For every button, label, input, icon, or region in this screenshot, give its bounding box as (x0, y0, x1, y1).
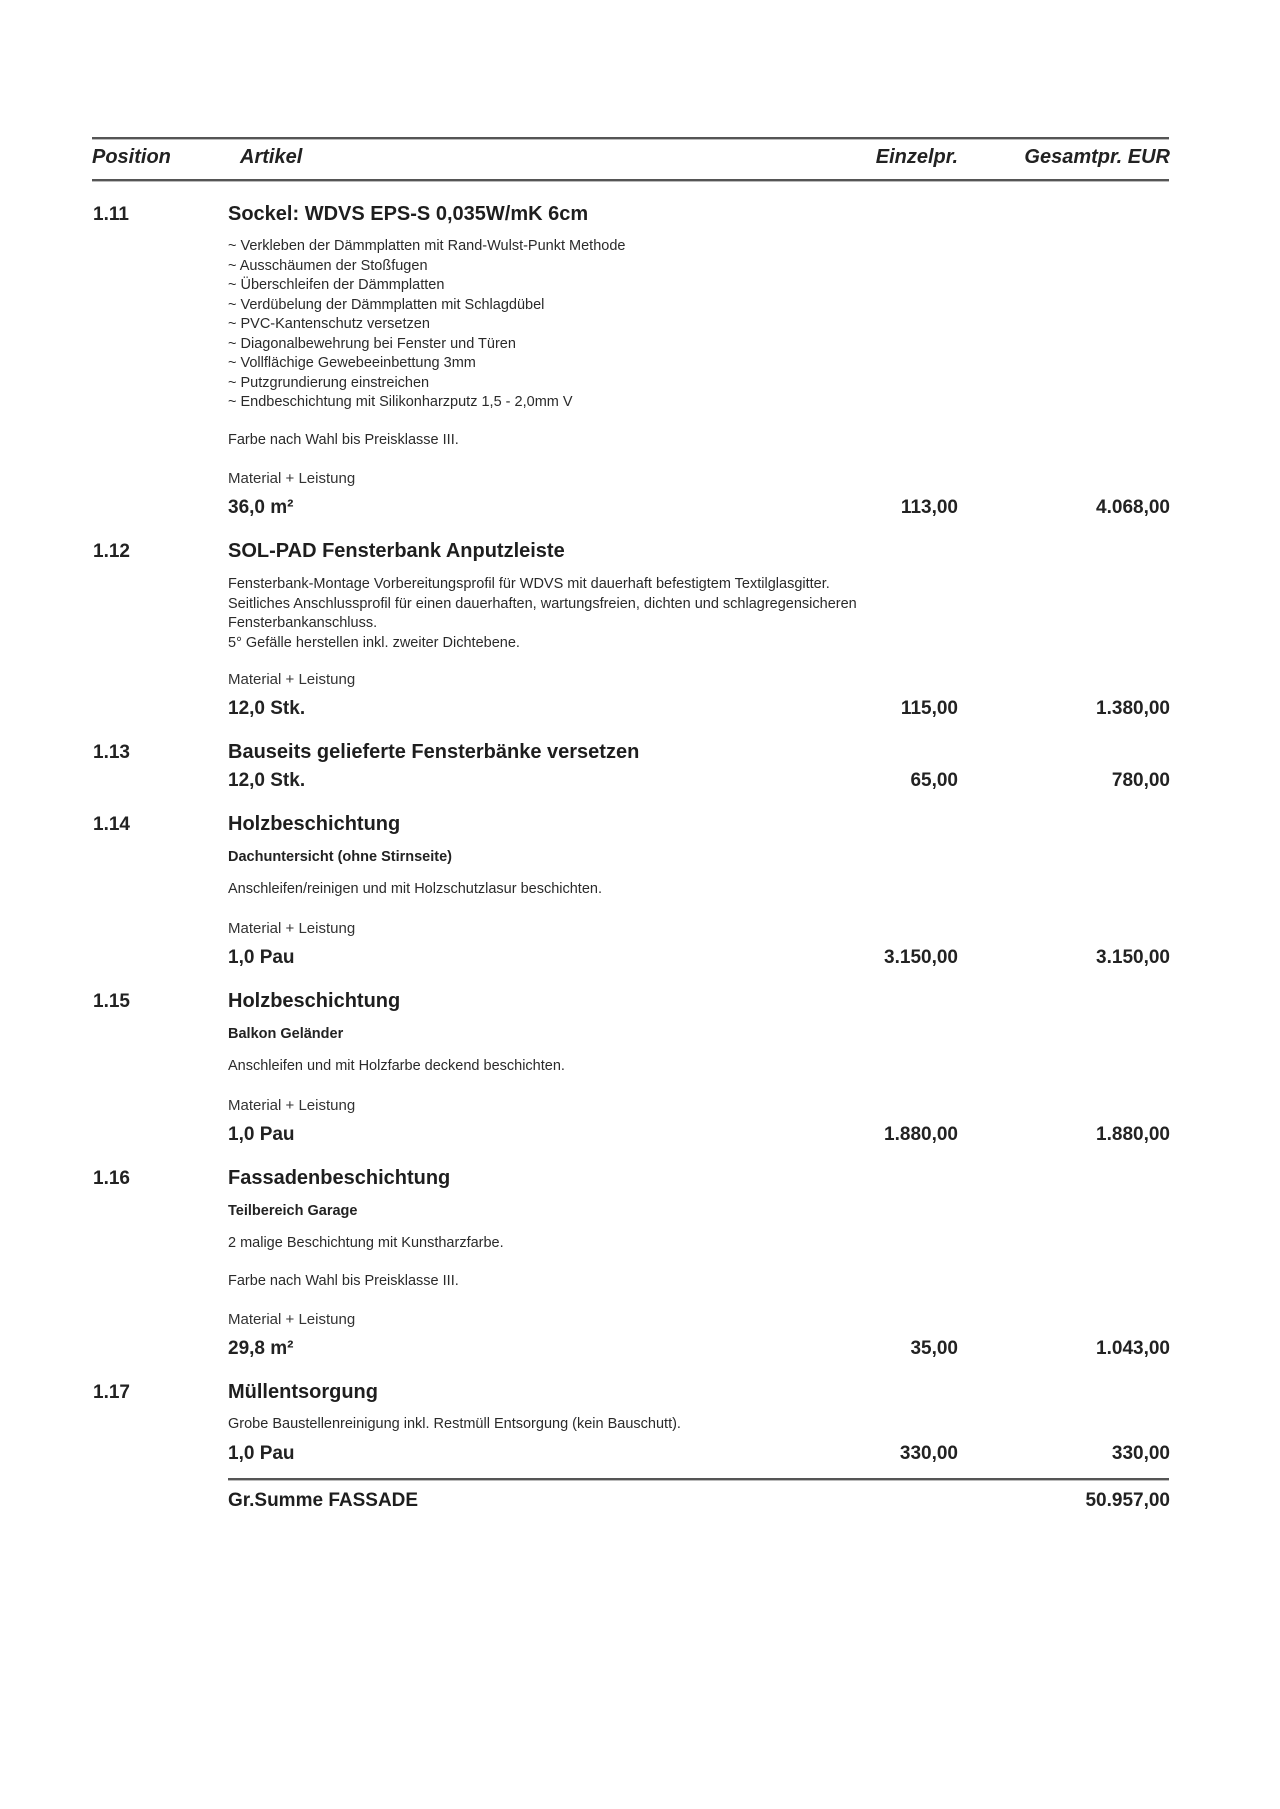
item-quantity: 29,8 m² (228, 1338, 294, 1359)
item-title: Bauseits gelieferte Fensterbänke versetzen (228, 741, 640, 763)
item-subtitle: Dachuntersicht (ohne Stirnseite) (228, 849, 452, 865)
item-note: Farbe nach Wahl bis Preisklasse III. (228, 1273, 459, 1289)
item-material-label: Material + Leistung (228, 1097, 356, 1114)
item-title: SOL-PAD Fensterbank Anputzleiste (228, 540, 565, 562)
item-description: 2 malige Beschichtung mit Kunstharzfarbe. (228, 1235, 504, 1251)
column-header-gesamtpreis: Gesamtpr. EUR (1024, 146, 1170, 168)
description-line: Fensterbank-Montage Vorbereitungsprofil für WDVS mit dauerhaft befestigtem Textilglasgitter. (228, 576, 830, 592)
item-quantity: 1,0 Pau (228, 1124, 295, 1145)
item-total-price: 3.150,00 (1096, 947, 1170, 968)
total-rule (228, 1478, 1169, 1481)
item-quantity: 1,0 Pau (228, 1443, 295, 1464)
item-unit-price: 330,00 (899, 1443, 958, 1464)
item-description: Anschleifen/reinigen und mit Holzschutzlasur beschichten. (228, 881, 602, 897)
bullet-item: ~ Endbeschichtung mit Silikonharzputz 1,5 - 2,0mm V (228, 394, 573, 410)
item-total-price: 1.880,00 (1096, 1124, 1170, 1145)
column-header-position: Position (92, 146, 171, 168)
item-quantity: 12,0 Stk. (228, 770, 306, 791)
item-position: 1.15 (93, 991, 130, 1012)
header-top-rule (92, 137, 1169, 140)
item-title: Sockel: WDVS EPS-S 0,035W/mK 6cm (228, 203, 589, 225)
item-bullet-list (228, 237, 625, 413)
item-unit-price: 65,00 (910, 770, 958, 791)
item-total-price: 4.068,00 (1096, 497, 1170, 518)
item-total-price: 780,00 (1111, 770, 1170, 791)
column-header-artikel: Artikel (240, 146, 303, 168)
item-title: Fassadenbeschichtung (228, 1167, 451, 1189)
description-line: Seitliches Anschlussprofil für einen dauerhaften, wartungsfreien, dichten und schlagregensicheren (228, 595, 857, 612)
item-position: 1.17 (93, 1382, 130, 1403)
item-total-price: 1.043,00 (1096, 1338, 1170, 1359)
item-quantity: 1,0 Pau (228, 947, 295, 968)
grand-total-label: Gr.Summe FASSADE (228, 1490, 419, 1511)
item-title: Müllentsorgung (228, 1381, 378, 1403)
item-total-price: 330,00 (1111, 1443, 1170, 1464)
item-total-price: 1.380,00 (1096, 698, 1170, 719)
item-unit-price: 1.880,00 (884, 1124, 958, 1145)
item-note: Farbe nach Wahl bis Preisklasse III. (228, 432, 459, 448)
item-position: 1.13 (93, 742, 130, 763)
bullet-item: ~ Überschleifen der Dämmplatten (228, 277, 445, 293)
item-material-label: Material + Leistung (228, 470, 356, 487)
item-quantity: 36,0 m² (228, 497, 294, 518)
bullet-item: ~ Vollflächige Gewebeeinbettung 3mm (228, 355, 476, 371)
description-line: 5° Gefälle herstellen inkl. zweiter Dichtebene. (228, 634, 520, 651)
item-unit-price: 3.150,00 (884, 947, 958, 968)
item-title: Holzbeschichtung (228, 813, 401, 835)
item-position: 1.12 (93, 541, 130, 562)
item-material-label: Material + Leistung (228, 920, 356, 937)
description-line: Fensterbankanschluss. (228, 615, 378, 631)
item-subtitle: Teilbereich Garage (228, 1203, 358, 1219)
item-title: Holzbeschichtung (228, 990, 401, 1012)
bullet-item: ~ PVC-Kantenschutz versetzen (228, 316, 430, 332)
bullet-item: ~ Diagonalbewehrung bei Fenster und Türen (228, 335, 516, 352)
item-description: Grobe Baustellenreinigung inkl. Restmüll Entsorgung (kein Bauschutt). (228, 1416, 681, 1432)
item-material-label: Material + Leistung (228, 671, 356, 688)
item-position: 1.11 (93, 204, 129, 225)
item-description: Anschleifen und mit Holzfarbe deckend beschichten. (228, 1058, 565, 1074)
column-header-einzelpreis: Einzelpr. (875, 146, 958, 168)
bullet-item: ~ Verkleben der Dämmplatten mit Rand-Wulst-Punkt Methode (228, 238, 626, 254)
item-unit-price: 115,00 (900, 698, 958, 719)
item-position: 1.16 (93, 1168, 130, 1189)
item-unit-price: 35,00 (910, 1338, 958, 1359)
item-description (228, 575, 857, 653)
item-quantity: 12,0 Stk. (228, 698, 306, 719)
header-bottom-rule (92, 179, 1169, 182)
bullet-item: ~ Verdübelung der Dämmplatten mit Schlagdübel (228, 296, 545, 313)
item-material-label: Material + Leistung (228, 1311, 356, 1328)
bullet-item: ~ Ausschäumen der Stoßfugen (228, 257, 428, 274)
grand-total-value: 50.957,00 (1085, 1490, 1170, 1511)
item-unit-price: 113,00 (900, 497, 958, 518)
item-position: 1.14 (93, 814, 130, 835)
item-subtitle: Balkon Geländer (228, 1026, 344, 1042)
bullet-item: ~ Putzgrundierung einstreichen (228, 374, 430, 391)
